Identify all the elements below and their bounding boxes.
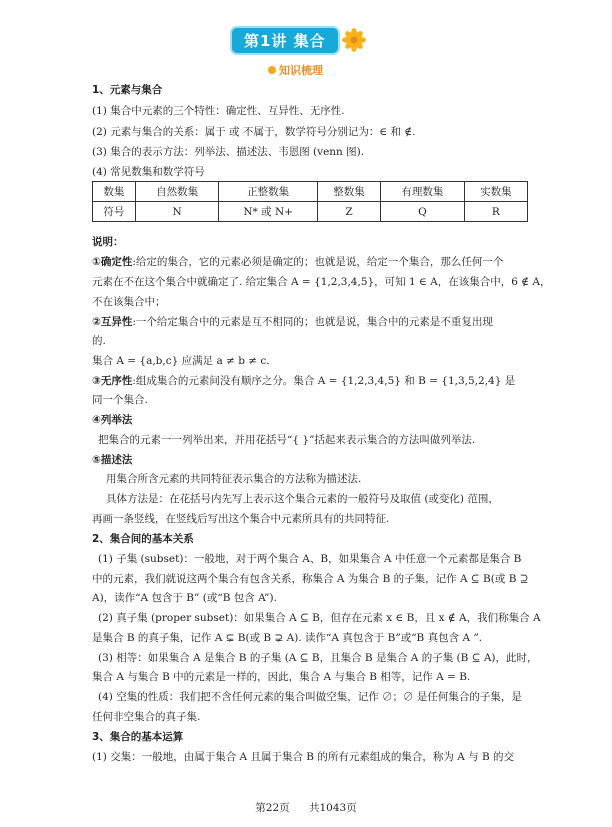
flower-icon (342, 28, 366, 52)
bullet-dot-icon (268, 66, 276, 74)
note1-text: :给定的集合，它的元素必须是确定的；也就是说，给定一个集合，那么任何一个 (132, 256, 504, 268)
note3-line2: 同一个集合. (92, 394, 148, 406)
note3-text: :组成集合的元素间没有顺序之分。集合 A = {1,2,3,4,5} 和 B = {1,3,5,2,4} 是 (132, 375, 516, 387)
table-cell: 实数集 (464, 182, 527, 202)
table-row (93, 182, 528, 202)
note1-line3: 不在该集合中； (92, 296, 166, 308)
section2-p3a: (3) 相等：如果集合 A 是集合 B 的子集 (A ⊆ B，且集合 B 是集合 A 的子集 (B ⊆ A)，此时， (98, 652, 538, 664)
note2-line2: 的. (92, 335, 106, 347)
section1-heading: 1、元素与集合 (92, 84, 163, 96)
note2-line3: 集合 A = {a,b,c} 应满足 a ≠ b ≠ c. (92, 355, 270, 367)
note4-text: 把集合的元素一一列举出来，并用花括号“{ }”括起来表示集合的方法叫做列举法. (98, 434, 476, 446)
note3-line1 (92, 373, 515, 388)
table-cell: Q (381, 202, 465, 222)
table-cell: 整数集 (317, 182, 380, 202)
section2-p2a: (2) 真子集 (proper subset)：如果集合 A ⊆ B，但存在元素 x ∈ B，且 x ∉ A，我们称集合 A (98, 612, 541, 624)
section2-p4b: 任何非空集合的真子集. (92, 711, 201, 723)
lesson-title-banner (232, 27, 366, 53)
table-cell: 正整数集 (219, 182, 317, 202)
number-sets-table (92, 181, 528, 222)
table-cell: N* 或 N+ (219, 202, 317, 222)
note2-line1 (92, 314, 493, 329)
section2-p4a: (4) 空集的性质：我们把不含任何元素的集合叫做空集，记作 ∅；∅ 是任何集合的子集，是 (98, 691, 522, 703)
notes-label: 说明： (92, 236, 124, 248)
section3-p1a: (1) 交集：一般地，由属于集合 A 且属于集合 B 的所有元素组成的集合，称为 A 与 B 的交 (92, 751, 515, 763)
section3-heading: 3、集合的基本运算 (92, 731, 184, 743)
table-cell: 有理数集 (381, 182, 465, 202)
section-subtitle (268, 62, 323, 78)
table-cell: 符号 (93, 202, 136, 222)
section1-p4: (4) 常见数集和数学符号 (92, 166, 205, 178)
lesson-title: 第1讲 集合 (232, 28, 338, 53)
section1-p2: (2) 元素与集合的关系：属于 或 不属于，数学符号分别记为：∈ 和 ∉. (92, 126, 416, 138)
section2-p2b: 是集合 B 的真子集，记作 A ⊊ B(或 B ⊋ A). 读作“A 真包含于 B”或“B 真包含 A ”. (92, 632, 483, 644)
section1-p3: (3) 集合的表示方法：列举法、描述法、韦恩图 (venn 图). (92, 146, 365, 158)
note1-title: ①确定性 (92, 256, 133, 268)
table-cell: R (464, 202, 527, 222)
section2-p3b: 集合 A 与集合 B 中的元素是一样的，因此，集合 A 与集合 B 相等，记作 A = B. (92, 671, 471, 683)
table-row (93, 202, 528, 222)
note5-line3: 再画一条竖线，在竖线后写出这个集合中元素所具有的共同特征. (92, 513, 390, 525)
table-cell: N (135, 202, 219, 222)
table-cell: Z (317, 202, 380, 222)
section2-p1a: (1) 子集 (subset)：一般地，对于两个集合 A、B，如果集合 A 中任意一个元素都是集合 B (98, 553, 522, 565)
section2-p1c: A)，读作“A 包含于 B” (或“B 包含 A”). (92, 592, 277, 604)
note5-line1: 用集合所含元素的共同特征表示集合的方法称为描述法. (106, 473, 362, 485)
table-cell: 自然数集 (135, 182, 219, 202)
note1-line2: 元素在不在这个集合中就确定了. 给定集合 A = {1,2,3,4,5}，可知 1 ∈ A，在该集合中，6 ∉ A， (92, 276, 551, 288)
note5-line2: 具体方法是：在花括号内先写上表示这个集合元素的一般符号及取值 (或变化) 范围， (106, 493, 499, 505)
total-pages: 共1043页 (308, 802, 357, 814)
note2-text: :一个给定集合中的元素是互不相同的；也就是说，集合中的元素是不重复出现 (132, 316, 493, 328)
note1-line1 (92, 254, 503, 269)
note3-title: ③无序性 (92, 375, 133, 387)
section2-p1b: 中的元素，我们就说这两个集合有包含关系，称集合 A 为集合 B 的子集，记作 A ⊆ B(或 B ⊇ (92, 573, 529, 585)
page-number: 第22页 (255, 802, 290, 814)
note5-title: ⑤描述法 (92, 454, 133, 466)
section2-heading: 2、集合间的基本关系 (92, 533, 194, 545)
page-footer (0, 800, 612, 815)
note4-title: ④列举法 (92, 414, 133, 426)
note2-title: ②互异性 (92, 316, 133, 328)
section1-p1: (1) 集合中元素的三个特性：确定性、互异性、无序性. (92, 105, 345, 117)
table-cell: 数集 (93, 182, 136, 202)
subtitle-text: 知识梳理 (279, 64, 323, 77)
